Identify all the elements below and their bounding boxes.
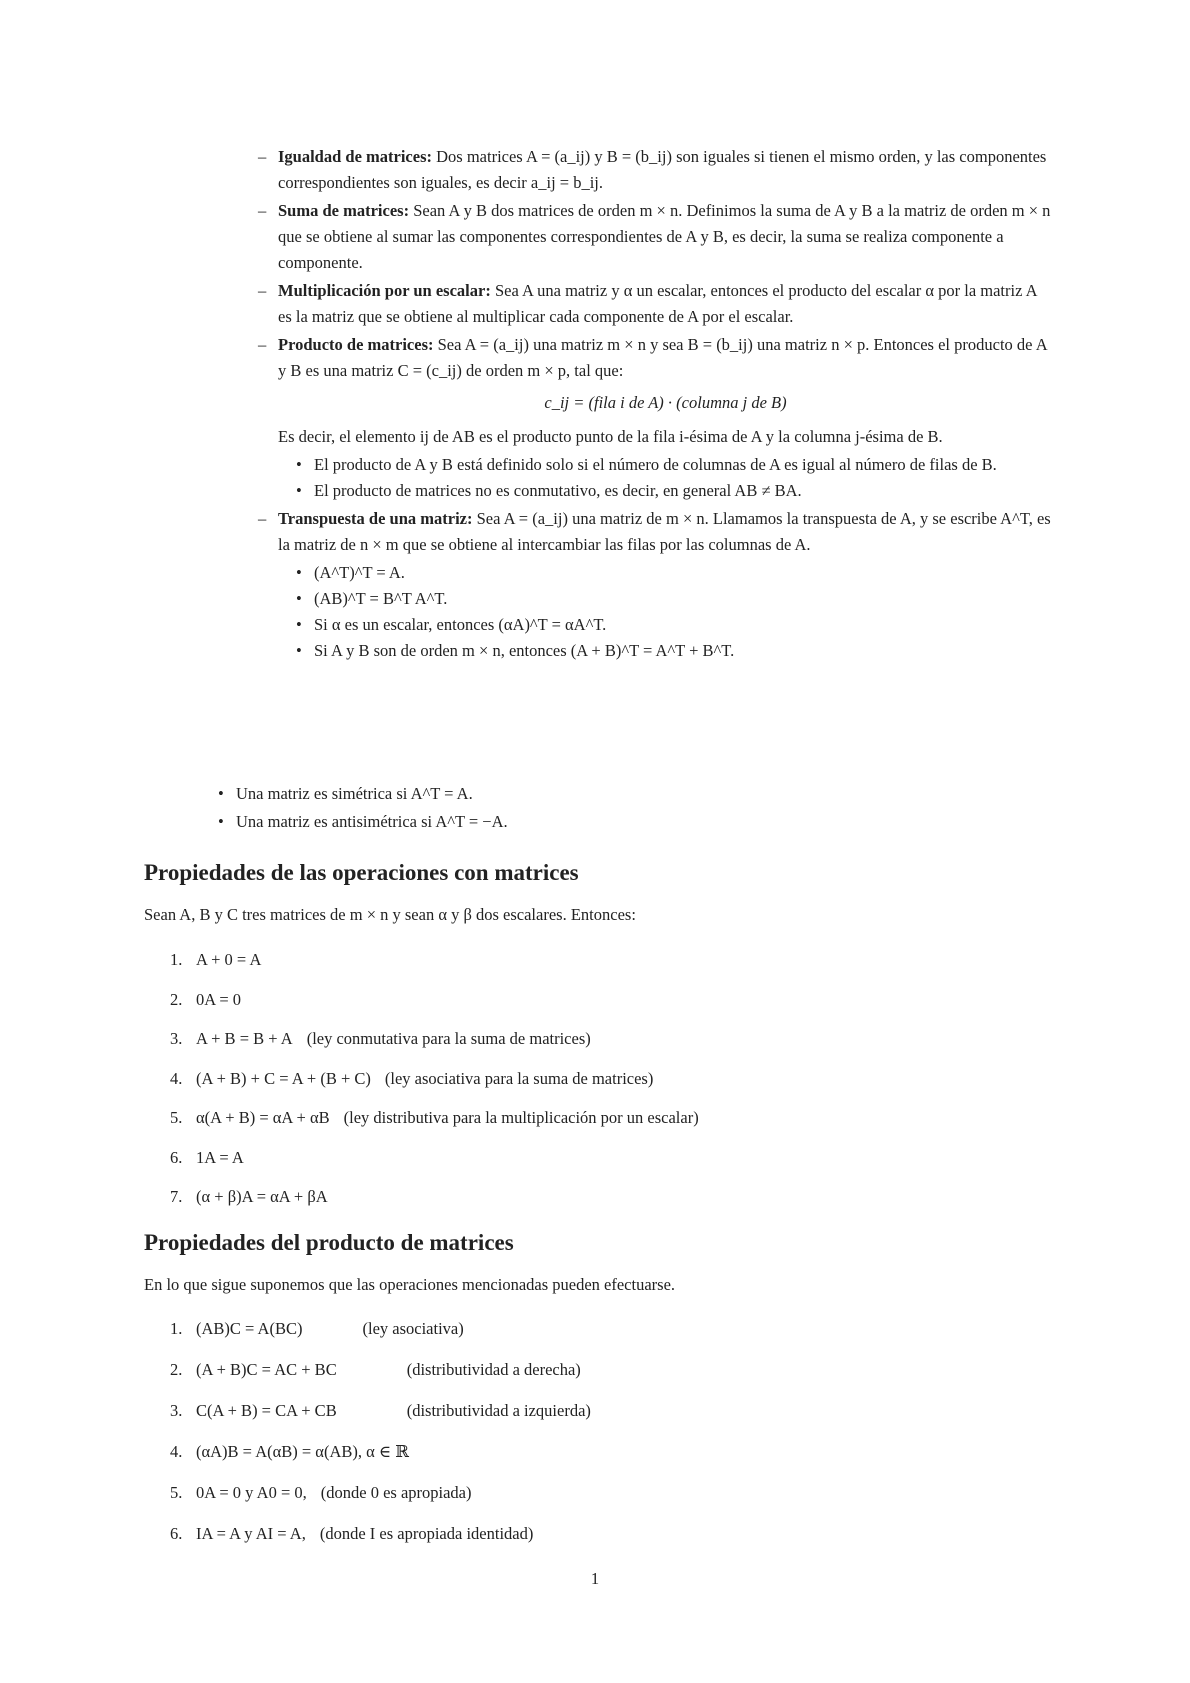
list-item: • El producto de matrices no es conmutativo, es decir, en general AB ≠ BA. — [296, 478, 1053, 504]
page-number: 1 — [590, 1569, 600, 1588]
list-item: • Una matriz es antisimétrica si A^T = −A. — [218, 808, 1048, 836]
list-item: 5. α(A + B) = αA + αB (ley distributiva para la multiplicación por un escalar) — [170, 1108, 699, 1127]
list-item: 3. C(A + B) = CA + CB (distributividad a izquierda) — [170, 1401, 591, 1420]
section-heading-operations: Propiedades de las operaciones con matrices — [144, 860, 579, 885]
definition-term: Multiplicación por un escalar: — [278, 281, 491, 300]
operations-properties-list — [170, 940, 1050, 1217]
definition-sum: – Suma de matrices: Sean A y B dos matrices de orden m × n. Definimos la suma de A y B a la matriz de orden m × n que se obtiene al sumar las componentes correspondientes de A y B, es decir, la suma se realiza componente a componente. — [258, 201, 1051, 272]
list-item: • Si A y B son de orden m × n, entonces (A + B)^T = A^T + B^T. — [296, 638, 1053, 664]
definition-text: Dos matrices A = (a_ij) y B = (b_ij) son iguales si tienen el mismo orden, y las componentes correspondientes son iguales, es decir a_ij = b_ij. — [278, 147, 1047, 192]
list-item: 6. 1A = A — [170, 1147, 244, 1167]
product-formula: c_ij = (fila i de A) · (columna j de B) — [544, 393, 787, 412]
transpose-properties — [296, 560, 1053, 664]
list-item: • Si α es un escalar, entonces (αA)^T = αA^T. — [296, 612, 1053, 638]
definition-text: Sea A = (a_ij) una matriz m × n y sea B = (b_ij) una matriz n × p. Entonces el producto de A y B es una matriz C = (c_ij) de orden m × p, tal que: — [278, 335, 1047, 380]
list-item: 4. (αA)B = A(αB) = α(AB), α ∈ ℝ — [170, 1442, 409, 1461]
list-item: 1. A + 0 = A — [170, 950, 262, 969]
definition-term: Transpuesta de una matriz: — [278, 509, 473, 528]
definition-term: Producto de matrices: — [278, 335, 434, 354]
section-intro-product: En lo que sigue suponemos que las operaciones mencionadas pueden efectuarse. — [144, 1275, 676, 1294]
section-heading-product: Propiedades del producto de matrices — [144, 1230, 514, 1255]
definition-transpose: – Transpuesta de una matriz: Sea A = (a_ij) una matriz de m × n. Llamamos la transpuesta de A, y se escribe A^T, es la matriz de n × m que se obtiene al intercambiar las filas por las columnas de A. • (A^T)^T = A. • (AB)^T = B^T A^T. • Si α es un escalar, entonces (αA)^T = αA^T. • Si A y B son de orden m × n, entonces (A + B)^T = A^T + B^T. — [258, 506, 1053, 664]
definition-product: – Producto de matrices: Sea A = (a_ij) una matriz m × n y sea B = (b_ij) una matriz n × p. Entonces el producto de A y B es una matriz C = (c_ij) de orden m × p, tal que: c_ij = (fila i de A) · (columna j de B) Es decir, el elemento ij de AB es el producto punto de la fila i-ésima de A y la columna j-ésima de B. • El producto de A y B está definido solo si el número de columnas de A es igual al número de filas de B. • El producto de matrices no es conmutativo, es decir, en general AB ≠ BA. — [258, 332, 1053, 504]
list-item: 4. (A + B) + C = A + (B + C) (ley asociativa para la suma de matrices) — [170, 1068, 654, 1088]
list-item: • (A^T)^T = A. — [296, 560, 1053, 586]
definition-equality: – Igualdad de matrices: Dos matrices A = (a_ij) y B = (b_ij) son iguales si tienen el mismo orden, y las componentes correspondientes son iguales, es decir a_ij = b_ij. — [258, 147, 1047, 192]
list-item: 2. (A + B)C = AC + BC (distributividad a derecha) — [170, 1360, 581, 1379]
definition-term: Igualdad de matrices: — [278, 147, 432, 166]
list-item: 3. A + B = B + A (ley conmutativa para la suma de matrices) — [170, 1029, 591, 1048]
list-item: • Una matriz es simétrica si A^T = A. — [218, 780, 1048, 808]
list-item: 7. (α + β)A = αA + βA — [170, 1187, 328, 1206]
definition-term: Suma de matrices: — [278, 201, 410, 220]
definition-text: Sean A y B dos matrices de orden m × n. Definimos la suma de A y B a la matriz de orden m × n que se obtiene al sumar las componentes correspondientes de A y B, es decir, la suma se realiza componente a componente. — [278, 201, 1051, 272]
list-item: 2. 0A = 0 — [170, 989, 242, 1009]
list-item: 1. (AB)C = A(BC) (ley asociativa) — [170, 1319, 464, 1338]
list-item: • (AB)^T = B^T A^T. — [296, 586, 1053, 612]
product-properties-list — [170, 1308, 1050, 1554]
definitions-list — [258, 144, 1053, 666]
list-item: 6. IA = A y AI = A, (donde I es apropiada identidad) — [170, 1524, 534, 1543]
definition-text: Sea A = (a_ij) una matriz de m × n. Llamamos la transpuesta de A, y se escribe A^T, es la matriz de n × m que se obtiene al intercambiar las filas por las columnas de A. — [278, 509, 1051, 554]
product-notes — [296, 452, 1053, 504]
symmetry-bullets — [218, 780, 1048, 836]
list-item: • El producto de A y B está definido solo si el número de columnas de A es igual al número de filas de B. — [296, 452, 1053, 478]
section-intro-operations: Sean A, B y C tres matrices de m × n y sean α y β dos escalares. Entonces: — [144, 905, 636, 924]
definition-text: Sea A una matriz y α un escalar, entonces el producto del escalar α por la matriz A es la matriz que se obtiene al multiplicar cada componente de A por el escalar. — [278, 281, 1037, 326]
list-item: 5. 0A = 0 y A0 = 0, (donde 0 es apropiada) — [170, 1483, 472, 1502]
definition-scalar: – Multiplicación por un escalar: Sea A una matriz y α un escalar, entonces el producto del escalar α por la matriz A es la matriz que se obtiene al multiplicar cada componente de A por el escalar. — [258, 281, 1037, 326]
product-paragraph: Es decir, el elemento ij de AB es el producto punto de la fila i-ésima de A y la columna j-ésima de B. — [278, 427, 943, 446]
